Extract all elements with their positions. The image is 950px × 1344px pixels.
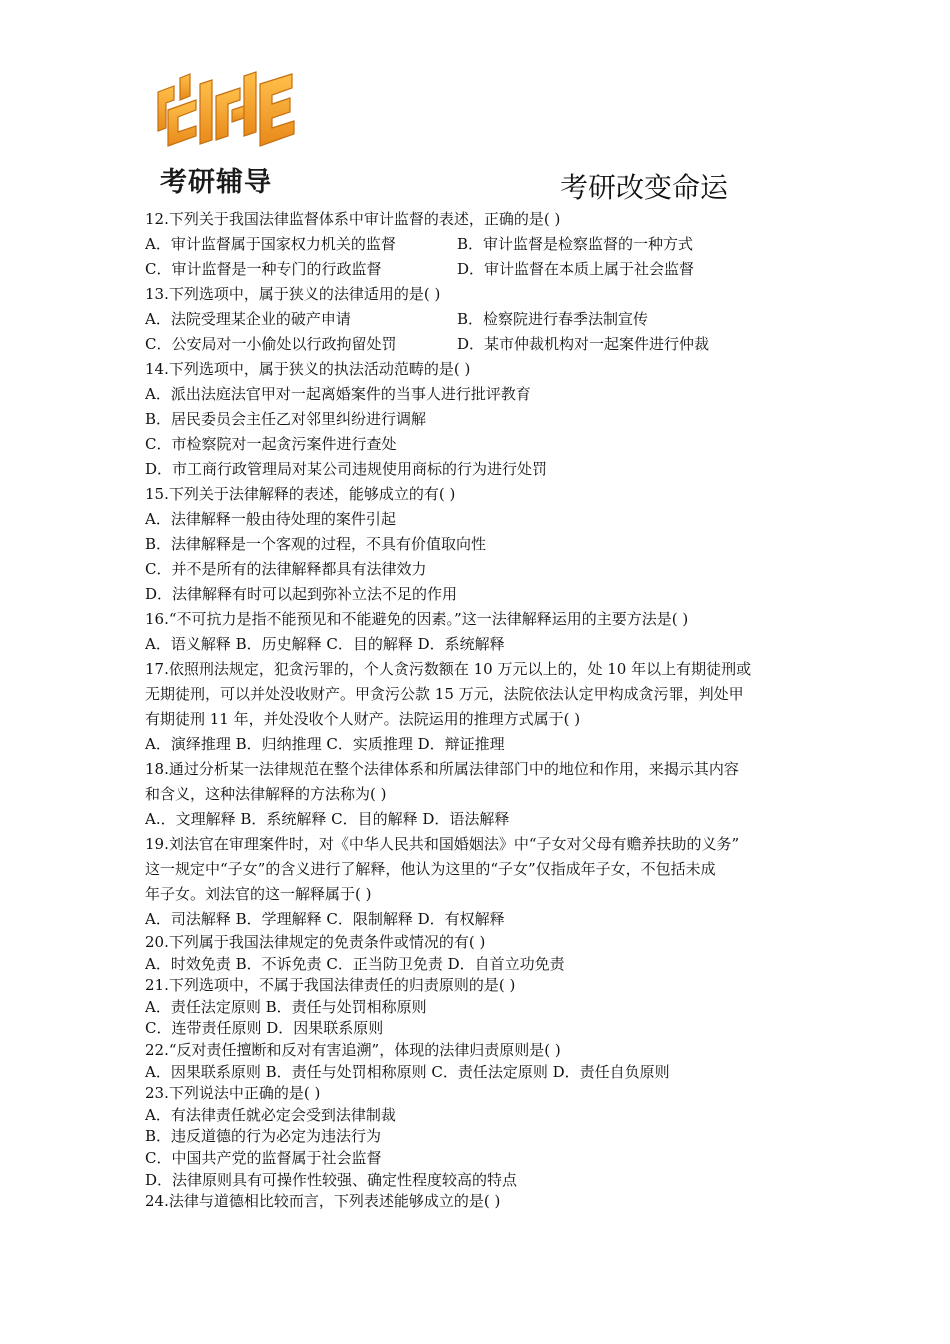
question-14 <box>145 357 810 482</box>
question-stem-line: 这一规定中“子女”的含义进行了解释，他认为这里的“子女”仅指成年子女，不包括未成 <box>145 860 716 878</box>
question-list <box>145 207 810 1213</box>
option-d: D．法律解释有时可以起到弥补立法不足的作用 <box>145 585 458 603</box>
option-a: A．派出法庭法官甲对一起离婚案件的当事人进行批评教育 <box>145 385 531 403</box>
option-d: D．市工商行政管理局对某公司违规使用商标的行为进行处罚 <box>145 460 548 478</box>
question-stem: 13.下列选项中，属于狭义的法律适用的是( ) <box>145 285 441 303</box>
question-stem-line: 17.依照刑法规定，犯贪污罪的，个人贪污数额在 10 万元以上的，处 10 年以上有期徒刑或 <box>145 660 752 678</box>
options-row: A．演绎推理 B．归纳推理 C．实质推理 D．辩证推理 <box>145 735 505 753</box>
question-stem: 14.下列选项中，属于狭义的执法活动范畴的是( ) <box>145 360 471 378</box>
brand-logo <box>152 70 312 200</box>
question-stem: 16.“不可抗力是指不能预见和不能避免的因素。”这一法律解释运用的主要方法是( ) <box>145 610 689 628</box>
question-stem: 22.“反对责任擅断和反对有害追溯”，体现的法律归责原则是( ) <box>145 1040 561 1059</box>
option-d: D．审计监督在本质上属于社会监督 <box>457 260 695 278</box>
options-row: A.．文理解释 B．系统解释 C．目的解释 D．语法解释 <box>145 810 510 828</box>
options-row: A．因果联系原则 B．责任与处罚相称原则 C．责任法定原则 D．责任自负原则 <box>145 1062 670 1081</box>
question-13 <box>145 282 810 357</box>
option-b: B．违反道德的行为必定为违法行为 <box>145 1127 382 1146</box>
options-row <box>145 332 810 357</box>
question-22 <box>145 1040 810 1083</box>
options-row: C．连带责任原则 D．因果联系原则 <box>145 1019 384 1038</box>
question-stem-line: 有期徒刑 11 年，并处没收个人财产。法院运用的推理方式属于( ) <box>145 710 581 728</box>
question-stem: 21.下列选项中，不属于我国法律责任的归责原则的是( ) <box>145 976 516 995</box>
question-12 <box>145 207 810 282</box>
option-b: B．法律解释是一个客观的过程，不具有价值取向性 <box>145 535 487 553</box>
options-row: A．时效免责 B．不诉免责 C．正当防卫免责 D．自首立功免责 <box>145 954 565 973</box>
option-c: C．并不是所有的法律解释都具有法律效力 <box>145 560 427 578</box>
options-row: A．责任法定原则 B．责任与处罚相称原则 <box>145 997 427 1016</box>
question-21 <box>145 975 810 1040</box>
question-20 <box>145 932 810 975</box>
question-15 <box>145 482 810 607</box>
option-a: A．法院受理某企业的破产申请 <box>145 310 351 328</box>
question-19 <box>145 832 810 932</box>
question-stem: 15.下列关于法律解释的表述，能够成立的有( ) <box>145 485 456 503</box>
option-a: A．法律解释一般由待处理的案件引起 <box>145 510 396 528</box>
header-slogan: 考研改变命运 <box>560 171 729 204</box>
question-18 <box>145 757 810 832</box>
option-d: D．某市仲裁机构对一起案件进行仲裁 <box>457 335 710 353</box>
question-stem-line: 和含义，这种法律解释的方法称为( ) <box>145 785 387 803</box>
options-row <box>145 307 810 332</box>
logo-mark-icon <box>152 70 302 160</box>
question-stem-line: 18.通过分析某一法律规范在整个法律体系和所属法律部门中的地位和作用，来揭示其内容 <box>145 760 739 778</box>
question-stem-line: 年子女。刘法官的这一解释属于( ) <box>145 885 372 903</box>
option-b: B．居民委员会主任乙对邻里纠纷进行调解 <box>145 410 427 428</box>
option-c: C．公安局对一小偷处以行政拘留处罚 <box>145 335 397 353</box>
question-17 <box>145 657 810 757</box>
question-24 <box>145 1191 810 1213</box>
options-row <box>145 257 810 282</box>
option-a: A．审计监督属于国家权力机关的监督 <box>145 235 396 253</box>
question-stem-line: 19.刘法官在审理案件时，对《中华人民共和国婚姻法》中“子女对父母有赡养扶助的义务” <box>145 835 740 853</box>
question-stem: 20.下列属于我国法律规定的免责条件或情况的有( ) <box>145 933 486 951</box>
options-row: A．司法解释 B．学理解释 C．限制解释 D．有权解释 <box>145 910 505 928</box>
question-16 <box>145 607 810 657</box>
option-b: B．检察院进行春季法制宣传 <box>457 310 649 328</box>
option-c: C．中国共产党的监督属于社会监督 <box>145 1148 382 1167</box>
question-stem: 23.下列说法中正确的是( ) <box>145 1084 321 1103</box>
option-a: A．有法律责任就必定会受到法律制裁 <box>145 1105 396 1124</box>
option-c: C．审计监督是一种专门的行政监督 <box>145 260 382 278</box>
option-d: D．法律原则具有可操作性较强、确定性程度较高的特点 <box>145 1170 518 1189</box>
logo-tagline: 考研辅导 <box>160 167 272 198</box>
question-23 <box>145 1083 810 1191</box>
options-row: A．语义解释 B．历史解释 C．目的解释 D．系统解释 <box>145 635 505 653</box>
tight-section <box>145 932 810 1213</box>
question-stem: 12.下列关于我国法律监督体系中审计监督的表述，正确的是( ) <box>145 210 561 228</box>
question-stem-line: 无期徒刑，可以并处没收财产。甲贪污公款 15 万元，法院依法认定甲构成贪污罪，判处甲 <box>145 685 744 703</box>
question-stem: 24.法律与道德相比较而言，下列表述能够成立的是( ) <box>145 1192 501 1211</box>
option-c: C．市检察院对一起贪污案件进行查处 <box>145 435 397 453</box>
option-b: B．审计监督是检察监督的一种方式 <box>457 235 694 253</box>
options-row <box>145 232 810 257</box>
